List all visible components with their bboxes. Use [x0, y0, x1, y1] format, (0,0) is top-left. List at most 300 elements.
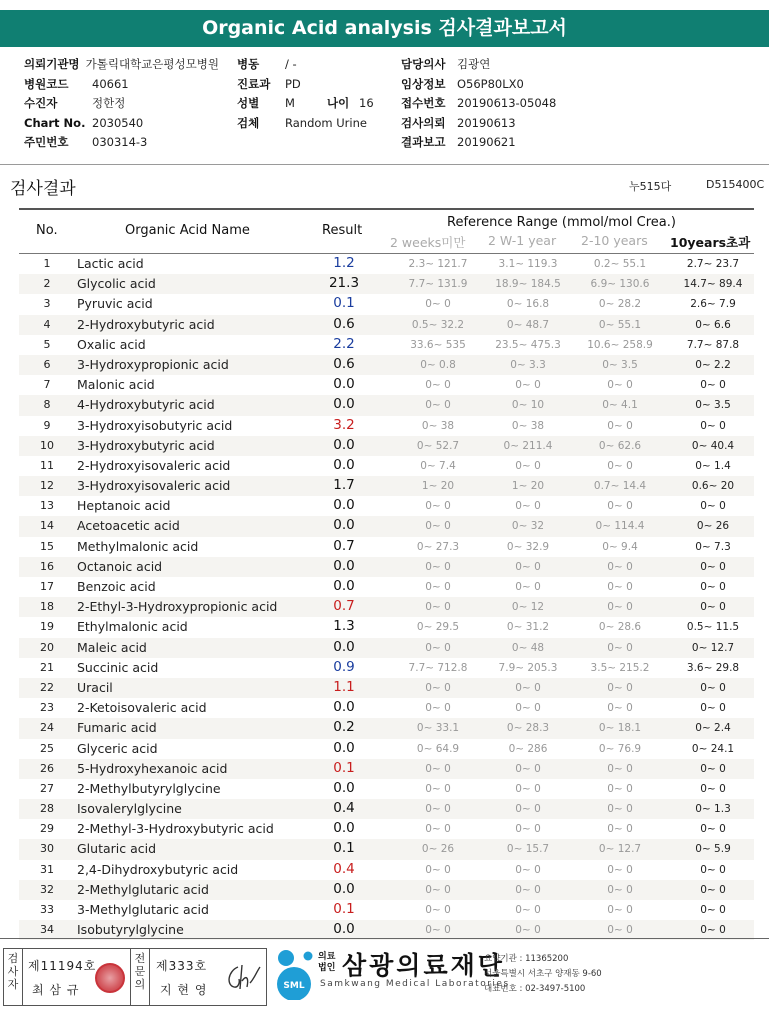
table-row [19, 496, 754, 516]
row-number: 19 [40, 620, 54, 634]
range-2w-1-year: 0~ 15.7 [506, 843, 550, 856]
row-number: 21 [40, 660, 54, 674]
range-2w-1-year: 1~ 20 [511, 480, 545, 493]
row-number: 17 [40, 580, 54, 593]
table-top-border [19, 208, 754, 210]
signature-box [3, 948, 267, 1006]
acid-name: Glycolic acid [77, 276, 156, 292]
range-over-10-years: 0~ 0 [700, 500, 726, 513]
range-over-10-years: 0~ 0 [700, 419, 726, 432]
range-2w-1-year: 0~ 0 [515, 904, 541, 916]
range-2-10-years: 0~ 18.1 [598, 722, 642, 735]
acid-name: 2-Hydroxyisovaleric acid [77, 457, 231, 473]
acid-name: 2-Ethyl-3-Hydroxypropionic acid [77, 599, 278, 615]
range-2-10-years: 0~ 0 [607, 601, 633, 614]
acid-name: 3-Hydroxyisobutyric acid [77, 417, 233, 433]
table-row [19, 799, 754, 819]
table-row [19, 315, 754, 335]
table-row [19, 274, 754, 294]
section-title: 검사결과 [10, 179, 76, 199]
range-2w-1-year: 7.9~ 205.3 [498, 661, 558, 674]
range-over-10-years: 0~ 0 [700, 379, 726, 392]
result-value: 0.0 [333, 497, 355, 514]
range-under-2-weeks: 0~ 0 [425, 500, 451, 513]
table-row [19, 880, 754, 900]
footer [0, 944, 769, 1013]
range-under-2-weeks: 0~ 0 [425, 762, 451, 775]
range-under-2-weeks: 0~ 38 [421, 419, 455, 432]
range-over-10-years: 0.5~ 11.5 [686, 621, 740, 634]
range-under-2-weeks: 0~ 0 [425, 601, 451, 614]
range-2w-1-year: 0~ 12 [511, 601, 545, 614]
table-row [19, 335, 754, 355]
result-value: 0.0 [333, 557, 355, 574]
range-under-2-weeks: 0~ 7.4 [420, 459, 456, 472]
range-under-2-weeks: 2.3~ 121.7 [408, 258, 468, 270]
result-value: 0.4 [333, 800, 355, 817]
result-value: 0.1 [333, 840, 355, 857]
report-title: Organic Acid analysis 검사결과보고서 [0, 10, 769, 47]
range-over-10-years: 0~ 2.4 [695, 722, 731, 735]
specialist-label: 전문의 [134, 952, 146, 991]
row-number: 32 [40, 882, 54, 896]
table-row [19, 436, 754, 456]
range-2w-1-year: 3.1~ 119.3 [498, 258, 558, 270]
range-over-10-years: 7.7~ 87.8 [686, 338, 740, 351]
range-2-10-years: 0~ 55.1 [598, 318, 642, 331]
row-number: 18 [40, 600, 54, 614]
row-number: 4 [43, 317, 51, 331]
range-under-2-weeks: 0~ 0 [425, 520, 451, 533]
range-over-10-years: 0~ 0 [700, 904, 726, 916]
row-number: 14 [40, 519, 54, 533]
range-2w-1-year: 0~ 0 [515, 702, 541, 715]
acid-name: Malonic acid [77, 377, 155, 393]
range-2w-1-year: 0~ 3.3 [510, 358, 546, 371]
acid-name: Fumaric acid [77, 720, 157, 736]
row-number: 5 [43, 337, 51, 351]
row-number: 26 [40, 761, 54, 775]
range-under-2-weeks: 1~ 20 [421, 480, 455, 493]
range-2w-1-year: 0~ 48.7 [506, 318, 550, 331]
test-code: 누515다 [629, 180, 672, 193]
range-over-10-years: 0~ 0 [700, 863, 726, 876]
acid-name: 3-Hydroxypropionic acid [77, 356, 229, 372]
range-2-10-years: 0~ 28.6 [598, 621, 642, 634]
row-number: 6 [43, 357, 51, 371]
row-number: 22 [40, 680, 54, 694]
row-number: 11 [40, 458, 54, 472]
info-middle-column: 병동 / - 진료과 PD 성별 M 나이 16 검체 Random Urine [237, 57, 374, 130]
examiner-label: 검사자 [7, 952, 19, 991]
range-under-2-weeks: 0~ 0 [425, 560, 451, 573]
range-2w-1-year: 0~ 48 [511, 641, 545, 654]
table-row [19, 900, 754, 920]
result-value: 0.0 [333, 921, 355, 938]
row-number: 7 [43, 378, 51, 392]
result-value: 0.7 [333, 598, 355, 615]
result-value: 1.1 [333, 678, 355, 695]
table-row [19, 456, 754, 476]
table-row [19, 294, 754, 314]
range-over-10-years: 0~ 1.4 [695, 459, 731, 472]
acid-name: 2-Methyl-3-Hydroxybutyric acid [77, 821, 274, 837]
table-row [19, 638, 754, 658]
info-left-column: 의뢰기관명 가톨릭대학교은평성모병원 병원코드 40661 수진자 정한정 Chart No. 2030540 주민번호 030314-3 [24, 57, 219, 149]
acid-name: Glutaric acid [77, 841, 157, 857]
result-value: 21.3 [328, 275, 360, 292]
acid-name: Lactic acid [77, 256, 144, 271]
table-row [19, 254, 754, 274]
range-2w-1-year: 0~ 0 [515, 823, 541, 836]
range-under-2-weeks: 0~ 64.9 [416, 742, 460, 755]
range-under-2-weeks: 0~ 52.7 [416, 439, 460, 452]
table-row [19, 416, 754, 436]
range-over-10-years: 0~ 0 [700, 782, 726, 795]
result-value: 0.7 [333, 537, 355, 554]
range-2-10-years: 0~ 9.4 [602, 540, 638, 553]
row-number: 33 [40, 903, 54, 916]
result-value: 0.0 [333, 456, 355, 473]
range-2w-1-year: 0~ 0 [515, 681, 541, 694]
acid-name: 3-Hydroxyisovaleric acid [77, 478, 231, 494]
acid-name: Benzoic acid [77, 579, 156, 594]
range-2w-1-year: 0~ 0 [515, 883, 541, 896]
range-2w-1-year: 18.9~ 184.5 [495, 278, 561, 291]
result-value: 0.6 [333, 315, 355, 332]
range-2-10-years: 0~ 0 [607, 379, 633, 392]
row-number: 27 [40, 781, 54, 795]
range-over-10-years: 0~ 1.3 [695, 803, 731, 816]
range-2w-1-year: 0~ 0 [515, 782, 541, 795]
acid-name: 3-Methylglutaric acid [77, 902, 209, 917]
specialist-license: 제333호 [156, 959, 208, 973]
row-number: 8 [43, 398, 51, 412]
range-2-10-years: 10.6~ 258.9 [587, 338, 653, 351]
table-row [19, 678, 754, 698]
col-header-name: Organic Acid Name [125, 223, 250, 238]
range-2-10-years: 0~ 28.2 [598, 298, 642, 311]
range-under-2-weeks: 0~ 0.8 [420, 358, 456, 371]
acid-name: Pyruvic acid [77, 296, 153, 312]
range-2w-1-year: 0~ 28.3 [506, 722, 550, 735]
range-over-10-years: 0~ 0 [700, 560, 726, 573]
result-value: 0.0 [333, 638, 355, 655]
range-over-10-years: 0.6~ 20 [691, 480, 735, 493]
corp-name: 삼광의료재단 [342, 951, 505, 980]
range-over-10-years: 0~ 26 [696, 520, 730, 533]
result-value: 0.0 [333, 517, 355, 534]
range-2-10-years: 0~ 0 [607, 500, 633, 513]
row-number: 15 [40, 539, 54, 553]
row-number: 20 [40, 640, 54, 654]
result-value: 0.0 [333, 880, 355, 897]
range-over-10-years: 0~ 6.6 [695, 318, 731, 331]
acid-name: Methylmalonic acid [77, 538, 199, 554]
range-over-10-years: 0~ 3.5 [695, 399, 731, 412]
col-header-range-2: 2 W-1 year [488, 233, 557, 248]
range-2w-1-year: 0~ 32.9 [506, 540, 550, 553]
range-over-10-years: 0~ 7.3 [695, 540, 731, 553]
examiner-license: 제11194호 [28, 959, 97, 973]
corp-english-name: Samkwang Medical Laboratories [320, 979, 510, 989]
table-row [19, 739, 754, 759]
range-under-2-weeks: 7.7~ 131.9 [408, 278, 468, 291]
result-value: 0.1 [333, 901, 355, 917]
result-value: 1.7 [333, 477, 355, 494]
table-row [19, 557, 754, 577]
acid-name: Heptanoic acid [77, 498, 171, 514]
range-under-2-weeks: 33.6~ 535 [410, 338, 466, 351]
result-value: 0.2 [333, 719, 355, 736]
range-over-10-years: 0~ 0 [700, 581, 726, 593]
result-value: 3.2 [333, 416, 355, 433]
table-row [19, 597, 754, 617]
row-number: 1 [43, 257, 51, 270]
table-row [19, 375, 754, 395]
range-2-10-years: 0~ 0 [607, 641, 633, 654]
col-header-range-3: 2-10 years [581, 233, 648, 248]
range-2w-1-year: 0~ 0 [515, 762, 541, 775]
range-under-2-weeks: 0~ 0 [425, 803, 451, 816]
acid-name: 2,4-Dihydroxybutyric acid [77, 861, 239, 877]
acid-name: Isovalerylglycine [77, 801, 182, 817]
acid-name: Succinic acid [77, 659, 159, 675]
range-under-2-weeks: 0~ 0 [425, 641, 451, 654]
range-over-10-years: 2.7~ 23.7 [686, 258, 740, 270]
range-under-2-weeks: 0~ 0 [425, 904, 451, 916]
acid-name: Uracil [77, 679, 113, 695]
row-number: 16 [40, 559, 54, 573]
range-over-10-years: 0~ 5.9 [695, 843, 731, 856]
range-over-10-years: 0~ 0 [700, 924, 726, 937]
table-row [19, 698, 754, 718]
range-2w-1-year: 0~ 16.8 [506, 298, 550, 311]
acid-name: Oxalic acid [77, 336, 146, 352]
range-over-10-years: 2.6~ 7.9 [690, 298, 736, 311]
acid-name: Octanoic acid [77, 558, 163, 574]
result-value: 0.0 [333, 578, 355, 594]
range-2-10-years: 3.5~ 215.2 [590, 661, 650, 674]
table-row [19, 718, 754, 738]
range-2-10-years: 0~ 0 [607, 924, 633, 937]
svg-text:SML: SML [283, 981, 305, 991]
range-under-2-weeks: 0~ 26 [421, 843, 455, 856]
range-2w-1-year: 0~ 31.2 [506, 621, 550, 634]
row-number: 25 [40, 741, 54, 755]
result-value: 0.0 [333, 779, 355, 796]
result-value: 2.2 [333, 335, 355, 352]
row-number: 24 [40, 721, 54, 735]
range-under-2-weeks: 0~ 0 [425, 379, 451, 392]
range-under-2-weeks: 0~ 0 [425, 581, 451, 593]
result-value: 0.0 [333, 739, 355, 756]
range-under-2-weeks: 0~ 0 [425, 863, 451, 876]
range-2-10-years: 0~ 0 [607, 883, 633, 896]
acid-name: Ethylmalonic acid [77, 619, 188, 635]
range-under-2-weeks: 0~ 0 [425, 681, 451, 694]
range-2w-1-year: 0~ 0 [515, 581, 541, 593]
table-row [19, 537, 754, 557]
range-2w-1-year: 0~ 10 [511, 399, 545, 412]
range-under-2-weeks: 0.5~ 32.2 [411, 318, 465, 331]
specialist-name: 지 현 영 [160, 983, 208, 997]
range-2w-1-year: 0~ 0 [515, 560, 541, 573]
range-2-10-years: 0~ 12.7 [598, 843, 642, 856]
range-2-10-years: 0~ 0 [607, 904, 633, 916]
row-number: 9 [43, 418, 51, 432]
range-2w-1-year: 0~ 0 [515, 459, 541, 472]
seal-icon [95, 963, 125, 993]
acid-name: 2-Hydroxybutyric acid [77, 316, 215, 332]
range-2w-1-year: 0~ 32 [511, 520, 545, 533]
range-2-10-years: 0.2~ 55.1 [593, 258, 647, 270]
row-number: 28 [40, 802, 54, 816]
acid-name: Maleic acid [77, 639, 147, 655]
range-under-2-weeks: 0~ 0 [425, 702, 451, 715]
range-over-10-years: 0~ 12.7 [691, 641, 735, 654]
range-under-2-weeks: 0~ 0 [425, 924, 451, 937]
range-2-10-years: 0~ 0 [607, 702, 633, 715]
range-2-10-years: 0~ 0 [607, 803, 633, 816]
acid-name: 5-Hydroxyhexanoic acid [77, 760, 228, 776]
range-2-10-years: 0~ 0 [607, 581, 633, 593]
test-id: D515400C [706, 178, 765, 191]
range-2-10-years: 0~ 0 [607, 560, 633, 573]
table-row [19, 779, 754, 799]
range-2-10-years: 0~ 0 [607, 681, 633, 694]
range-2w-1-year: 0~ 0 [515, 500, 541, 513]
acid-name: 4-Hydroxybutyric acid [77, 397, 215, 413]
range-2w-1-year: 0~ 0 [515, 863, 541, 876]
acid-name: 2-Methylglutaric acid [77, 881, 209, 897]
range-2w-1-year: 0~ 0 [515, 803, 541, 816]
range-over-10-years: 0~ 0 [700, 883, 726, 896]
range-over-10-years: 0~ 2.2 [695, 358, 731, 371]
range-under-2-weeks: 0~ 29.5 [416, 621, 460, 634]
range-over-10-years: 0~ 0 [700, 823, 726, 836]
range-over-10-years: 0~ 40.4 [691, 439, 735, 452]
range-2-10-years: 0~ 0 [607, 863, 633, 876]
result-value: 0.0 [333, 376, 355, 393]
range-under-2-weeks: 0~ 0 [425, 399, 451, 412]
range-2w-1-year: 23.5~ 475.3 [495, 338, 561, 351]
acid-name: 2-Methylbutyrylglycine [77, 780, 221, 796]
range-2-10-years: 0.7~ 14.4 [593, 480, 647, 493]
range-2w-1-year: 0~ 0 [515, 379, 541, 392]
range-2w-1-year: 0~ 286 [508, 742, 548, 755]
row-number: 29 [40, 822, 54, 836]
range-2-10-years: 0~ 0 [607, 459, 633, 472]
examiner-name: 최 삼 규 [32, 983, 80, 997]
table-row [19, 860, 754, 880]
info-right-column: 담당의사 김광연 임상정보 O56P80LX0 접수번호 20190613-05048 검사의뢰 20190613 결과보고 20190621 [401, 57, 557, 149]
row-number: 34 [40, 923, 54, 937]
range-2-10-years: 0~ 0 [607, 419, 633, 432]
range-2-10-years: 0~ 114.4 [595, 520, 645, 533]
range-under-2-weeks: 0~ 0 [425, 782, 451, 795]
result-value: 0.0 [333, 436, 355, 453]
range-2-10-years: 0~ 0 [607, 782, 633, 795]
table-row [19, 759, 754, 779]
range-over-10-years: 0~ 0 [700, 702, 726, 715]
result-value: 0.0 [333, 820, 355, 837]
range-under-2-weeks: 0~ 0 [425, 823, 451, 836]
result-value: 1.2 [333, 255, 355, 271]
range-under-2-weeks: 0~ 33.1 [416, 722, 460, 735]
range-under-2-weeks: 7.7~ 712.8 [408, 661, 468, 674]
range-2-10-years: 0~ 62.6 [598, 439, 642, 452]
result-value: 0.0 [333, 396, 355, 413]
row-number: 30 [40, 842, 54, 856]
range-under-2-weeks: 0~ 0 [425, 298, 451, 311]
row-number: 13 [40, 499, 54, 513]
range-2w-1-year: 0~ 0 [515, 924, 541, 937]
range-2-10-years: 0~ 76.9 [598, 742, 642, 755]
row-number: 12 [40, 479, 54, 493]
table-row [19, 355, 754, 375]
result-value: 0.1 [333, 295, 355, 312]
col-header-range-1: 2 weeks미만 [390, 235, 466, 250]
signature-icon [224, 963, 264, 993]
acid-name: Isobutyrylglycine [77, 922, 184, 938]
col-header-no: No. [36, 223, 58, 238]
table-row [19, 577, 754, 597]
result-value: 1.3 [333, 618, 355, 635]
table-row [19, 658, 754, 678]
range-2w-1-year: 0~ 211.4 [503, 439, 553, 452]
table-row [19, 516, 754, 536]
range-under-2-weeks: 0~ 27.3 [416, 540, 460, 553]
agency-code: 요양기관 : 11365200 [484, 954, 569, 964]
results-table-body [19, 254, 754, 940]
row-number: 3 [43, 297, 51, 311]
col-header-range-4: 10years초과 [670, 235, 751, 250]
corp-address: 서울특별시 서초구 양재동 9-60 [484, 969, 602, 979]
table-row [19, 476, 754, 496]
range-2-10-years: 0~ 3.5 [602, 358, 638, 371]
corp-phone: 대표번호 : 02-3497-5100 [484, 984, 586, 994]
acid-name: 2-Ketoisovaleric acid [77, 700, 207, 716]
result-value: 0.4 [333, 860, 355, 877]
range-over-10-years: 0~ 0 [700, 601, 726, 614]
acid-name: Acetoacetic acid [77, 518, 180, 534]
col-header-reference: Reference Range (mmol/mol Crea.) [447, 215, 676, 230]
acid-name: Glyceric acid [77, 740, 158, 756]
range-under-2-weeks: 0~ 0 [425, 883, 451, 896]
range-2-10-years: 0~ 0 [607, 762, 633, 775]
range-2-10-years: 0~ 4.1 [602, 399, 638, 412]
acid-name: 3-Hydroxybutyric acid [77, 437, 215, 453]
range-over-10-years: 0~ 0 [700, 681, 726, 694]
row-number: 10 [40, 438, 54, 452]
range-2-10-years: 6.9~ 130.6 [590, 278, 650, 291]
row-number: 23 [40, 701, 54, 715]
info-divider [0, 164, 769, 165]
result-value: 0.6 [333, 355, 355, 372]
table-row [19, 819, 754, 839]
footer-divider [0, 938, 769, 939]
table-row [19, 395, 754, 415]
col-header-result: Result [322, 223, 363, 238]
result-value: 0.9 [333, 658, 355, 675]
table-row [19, 839, 754, 859]
corp-type: 의료법인 [318, 952, 336, 973]
row-number: 31 [40, 862, 54, 876]
range-over-10-years: 0~ 24.1 [691, 742, 735, 755]
result-value: 0.0 [333, 699, 355, 716]
row-number: 2 [43, 277, 51, 291]
